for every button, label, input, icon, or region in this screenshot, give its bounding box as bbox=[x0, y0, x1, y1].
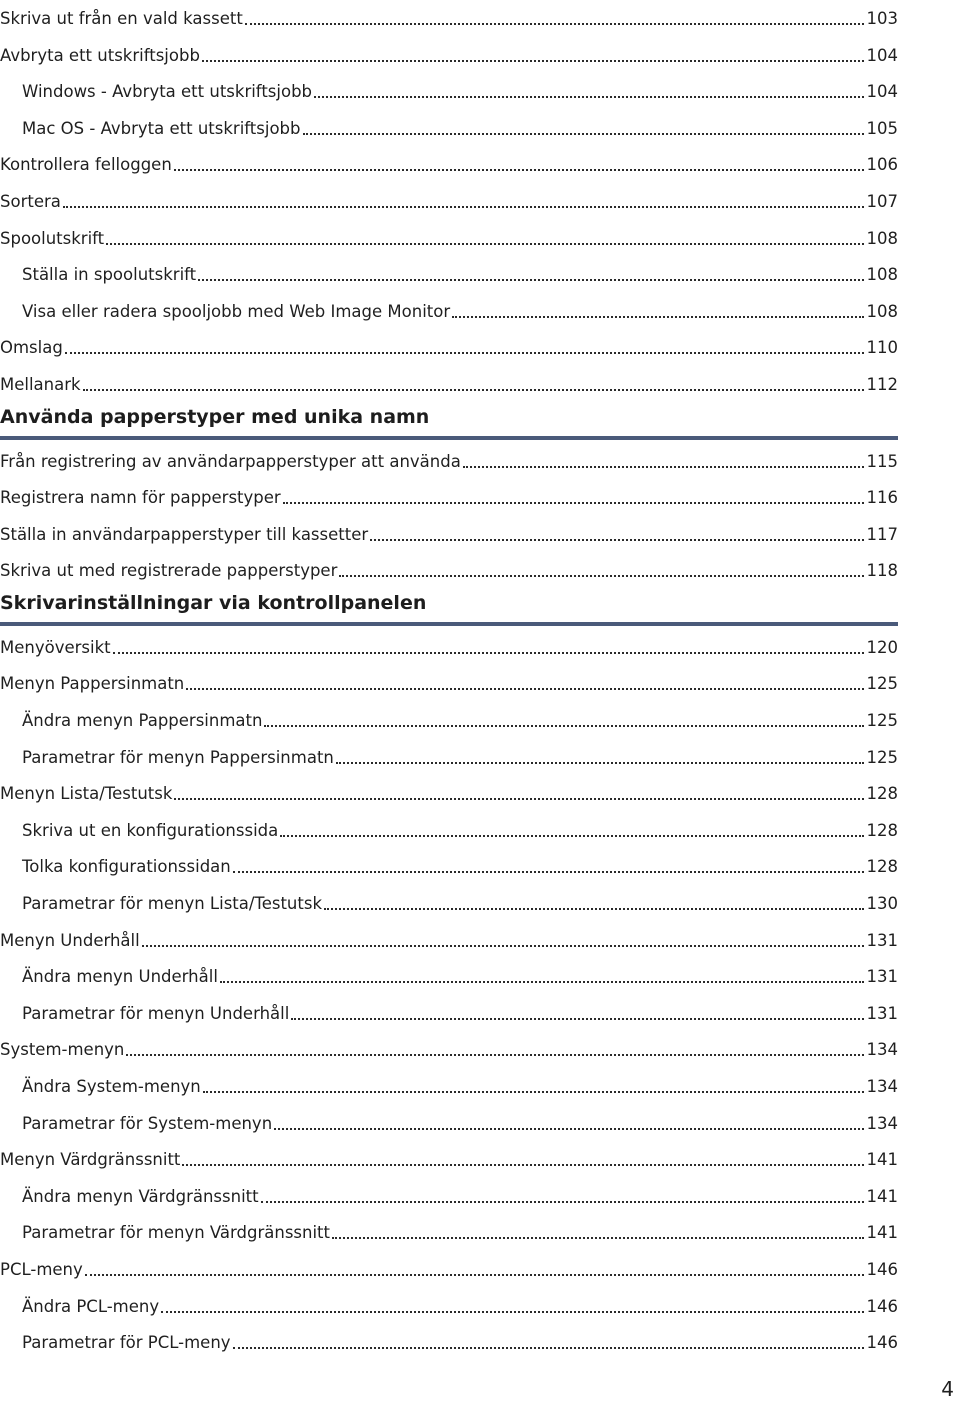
toc-entry-title: Skriva ut med registrerade papperstyper bbox=[0, 561, 338, 581]
toc-entry[interactable] bbox=[0, 1324, 898, 1354]
toc-entry-title: Ändra menyn Underhåll bbox=[22, 967, 218, 987]
toc-entry-page: 134 bbox=[866, 1077, 898, 1096]
toc-entry[interactable] bbox=[0, 183, 898, 213]
toc-entry-title: Parametrar för System-menyn bbox=[22, 1113, 273, 1133]
toc-entry-page: 141 bbox=[866, 1150, 898, 1170]
dot-leader bbox=[113, 651, 864, 654]
toc-entry[interactable] bbox=[0, 146, 898, 176]
toc-entry-page: 105 bbox=[866, 118, 898, 138]
toc-entry-title: Tolka konfigurationssidan bbox=[22, 857, 231, 877]
toc-entry-page: 134 bbox=[866, 1113, 898, 1133]
dot-leader bbox=[202, 59, 864, 62]
toc-entry-title: Ändra System-menyn bbox=[22, 1077, 201, 1096]
toc-entry-page: 130 bbox=[866, 894, 898, 913]
toc-entry-title: Parametrar för menyn Lista/Testutsk bbox=[22, 894, 322, 913]
toc-entry-page: 108 bbox=[866, 301, 898, 321]
toc-entry[interactable] bbox=[0, 73, 898, 103]
toc-entry-page: 104 bbox=[866, 45, 898, 65]
toc-entry[interactable] bbox=[0, 739, 898, 769]
toc-entry-title: Från registrering av användarpapperstyper att använda bbox=[0, 451, 461, 471]
toc-entry[interactable] bbox=[0, 37, 898, 67]
dot-leader bbox=[324, 907, 864, 910]
toc-entry-title: Spoolutskrift bbox=[0, 228, 105, 248]
toc-entry[interactable] bbox=[0, 1251, 898, 1281]
toc-entry-page: 146 bbox=[866, 1333, 898, 1353]
toc-entry-page: 117 bbox=[866, 524, 898, 544]
dot-leader bbox=[245, 22, 864, 25]
dot-leader bbox=[203, 1090, 864, 1093]
toc-entry-page: 112 bbox=[866, 375, 898, 394]
toc-entry[interactable] bbox=[0, 812, 898, 842]
dot-leader bbox=[291, 1017, 863, 1020]
dot-leader bbox=[264, 724, 863, 727]
toc-entry-title: Visa eller radera spooljobb med Web Image Monitor bbox=[22, 301, 451, 321]
toc-entry-title: Ändra PCL-meny bbox=[22, 1296, 160, 1316]
dot-leader bbox=[452, 315, 863, 318]
dot-leader bbox=[85, 1273, 864, 1276]
dot-leader bbox=[182, 1163, 863, 1166]
toc-entry-title: System-menyn bbox=[0, 1040, 125, 1060]
dot-leader bbox=[336, 761, 864, 764]
dot-leader bbox=[83, 388, 864, 391]
toc-entry[interactable] bbox=[0, 479, 898, 509]
toc-entry-title: Menyn Värdgränssnitt bbox=[0, 1150, 181, 1170]
dot-leader bbox=[186, 687, 863, 690]
toc-entry[interactable] bbox=[0, 775, 898, 805]
dot-leader bbox=[233, 870, 864, 873]
dot-leader bbox=[314, 95, 863, 98]
toc-entry-title: Sortera bbox=[0, 192, 61, 211]
toc-entry[interactable] bbox=[0, 256, 898, 286]
toc-entry[interactable] bbox=[0, 1214, 898, 1244]
toc-entry-title: Kontrollera felloggen bbox=[0, 155, 172, 175]
toc-entry[interactable] bbox=[0, 0, 898, 30]
toc-entry-title: Menyöversikt bbox=[0, 637, 111, 657]
dot-leader bbox=[283, 501, 864, 504]
toc-entry[interactable] bbox=[0, 848, 898, 878]
dot-leader bbox=[126, 1053, 863, 1056]
toc-entry-title: Parametrar för menyn Underhåll bbox=[22, 1003, 290, 1023]
toc-entry[interactable] bbox=[0, 293, 898, 323]
toc-entry-title: Registrera namn för papperstyper bbox=[0, 488, 281, 508]
dot-leader bbox=[339, 574, 863, 577]
toc-entry-title: Mac OS - Avbryta ett utskriftsjobb bbox=[22, 118, 301, 138]
toc-entry-page: 131 bbox=[866, 930, 898, 950]
toc-entry-page: 116 bbox=[866, 488, 898, 508]
toc-entry[interactable] bbox=[0, 443, 898, 473]
toc-entry-page: 141 bbox=[866, 1223, 898, 1243]
toc-entry[interactable] bbox=[0, 552, 898, 582]
toc-entry-page: 106 bbox=[866, 155, 898, 175]
toc-entry-page: 104 bbox=[866, 82, 898, 102]
toc-entry[interactable] bbox=[0, 1068, 898, 1098]
toc-entry-page: 128 bbox=[866, 820, 898, 840]
toc-entry[interactable] bbox=[0, 1141, 898, 1171]
dot-leader bbox=[274, 1127, 863, 1130]
section-heading: Skrivarinställningar via kontrollpanelen bbox=[0, 591, 898, 626]
toc-entry[interactable] bbox=[0, 1105, 898, 1135]
toc-entry-title: Menyn Underhåll bbox=[0, 930, 140, 950]
toc-entry-page: 141 bbox=[866, 1186, 898, 1206]
toc-entry-page: 128 bbox=[866, 784, 898, 804]
toc-entry-page: 125 bbox=[866, 747, 898, 767]
toc-entry-title: Menyn Pappersinmatn bbox=[0, 674, 185, 694]
toc-entry[interactable] bbox=[0, 958, 898, 988]
dot-leader bbox=[106, 242, 863, 245]
toc-entry-title: PCL-meny bbox=[0, 1260, 83, 1279]
dot-leader bbox=[142, 944, 864, 947]
toc-entry-title: Ställa in spoolutskrift bbox=[22, 265, 197, 285]
dot-leader bbox=[174, 797, 863, 800]
toc-entry-page: 110 bbox=[866, 338, 898, 358]
toc-entry-page: 125 bbox=[866, 711, 898, 730]
dot-leader bbox=[174, 168, 864, 171]
dot-leader bbox=[280, 834, 863, 837]
toc-entry-page: 146 bbox=[866, 1260, 898, 1279]
toc-entry-title: Ändra menyn Pappersinmatn bbox=[22, 711, 263, 730]
toc-entry-page: 103 bbox=[866, 9, 898, 28]
toc-entry[interactable] bbox=[0, 702, 898, 732]
dot-leader bbox=[233, 1346, 864, 1349]
dot-leader bbox=[63, 205, 864, 208]
toc-entry[interactable] bbox=[0, 220, 898, 250]
toc-entry-page: 134 bbox=[866, 1040, 898, 1060]
toc-entry-page: 131 bbox=[866, 967, 898, 987]
toc-entry-title: Windows - Avbryta ett utskriftsjobb bbox=[22, 82, 313, 102]
toc-entry[interactable] bbox=[0, 995, 898, 1025]
toc-entry-page: 115 bbox=[866, 451, 898, 471]
toc-entry[interactable] bbox=[0, 1288, 898, 1318]
dot-leader bbox=[65, 351, 864, 354]
toc-entry-page: 131 bbox=[866, 1003, 898, 1023]
toc-entry-title: Omslag bbox=[0, 338, 63, 358]
toc-entry[interactable] bbox=[0, 366, 898, 396]
toc-entry[interactable] bbox=[0, 1031, 898, 1061]
dot-leader bbox=[303, 132, 864, 135]
toc-entry[interactable] bbox=[0, 629, 898, 659]
toc-entry-title: Skriva ut en konfigurationssida bbox=[22, 820, 279, 840]
toc-entry-page: 108 bbox=[866, 228, 898, 248]
section-heading: Använda papperstyper med unika namn bbox=[0, 405, 898, 440]
toc-entry-page: 146 bbox=[866, 1296, 898, 1316]
toc-entry[interactable] bbox=[0, 885, 898, 915]
toc-entry-title: Ställa in användarpapperstyper till kassetter bbox=[0, 524, 369, 544]
toc-entry-title: Skriva ut från en vald kassett bbox=[0, 9, 243, 28]
dot-leader bbox=[261, 1200, 864, 1203]
toc-entry-title: Mellanark bbox=[0, 375, 81, 394]
toc-entry-page: 118 bbox=[866, 561, 898, 581]
dot-leader bbox=[161, 1310, 863, 1313]
toc-entry-page: 125 bbox=[866, 674, 898, 694]
toc-entry[interactable] bbox=[0, 329, 898, 359]
toc-entry-page: 128 bbox=[866, 857, 898, 877]
toc-entry-page: 108 bbox=[866, 265, 898, 285]
dot-leader bbox=[198, 278, 863, 281]
toc-entry-page: 107 bbox=[866, 192, 898, 211]
dot-leader bbox=[332, 1236, 864, 1239]
toc-entry-title: Menyn Lista/Testutsk bbox=[0, 784, 173, 804]
dot-leader bbox=[463, 465, 864, 468]
toc-entry[interactable] bbox=[0, 665, 898, 695]
toc-entry[interactable] bbox=[0, 516, 898, 546]
toc-entry-title: Parametrar för menyn Värdgränssnitt bbox=[22, 1223, 330, 1243]
toc-entry-title: Parametrar för PCL-meny bbox=[22, 1333, 231, 1353]
dot-leader bbox=[220, 980, 864, 983]
toc-entry[interactable] bbox=[0, 922, 898, 952]
toc-entry[interactable] bbox=[0, 1178, 898, 1208]
toc-entry-title: Parametrar för menyn Pappersinmatn bbox=[22, 747, 334, 767]
toc-entry-page: 120 bbox=[866, 637, 898, 657]
toc-entry[interactable] bbox=[0, 110, 898, 140]
toc-entry-title: Avbryta ett utskriftsjobb bbox=[0, 45, 200, 65]
toc-entry-title: Ändra menyn Värdgränssnitt bbox=[22, 1186, 259, 1206]
dot-leader bbox=[370, 538, 863, 541]
page-number: 4 bbox=[941, 1377, 954, 1401]
